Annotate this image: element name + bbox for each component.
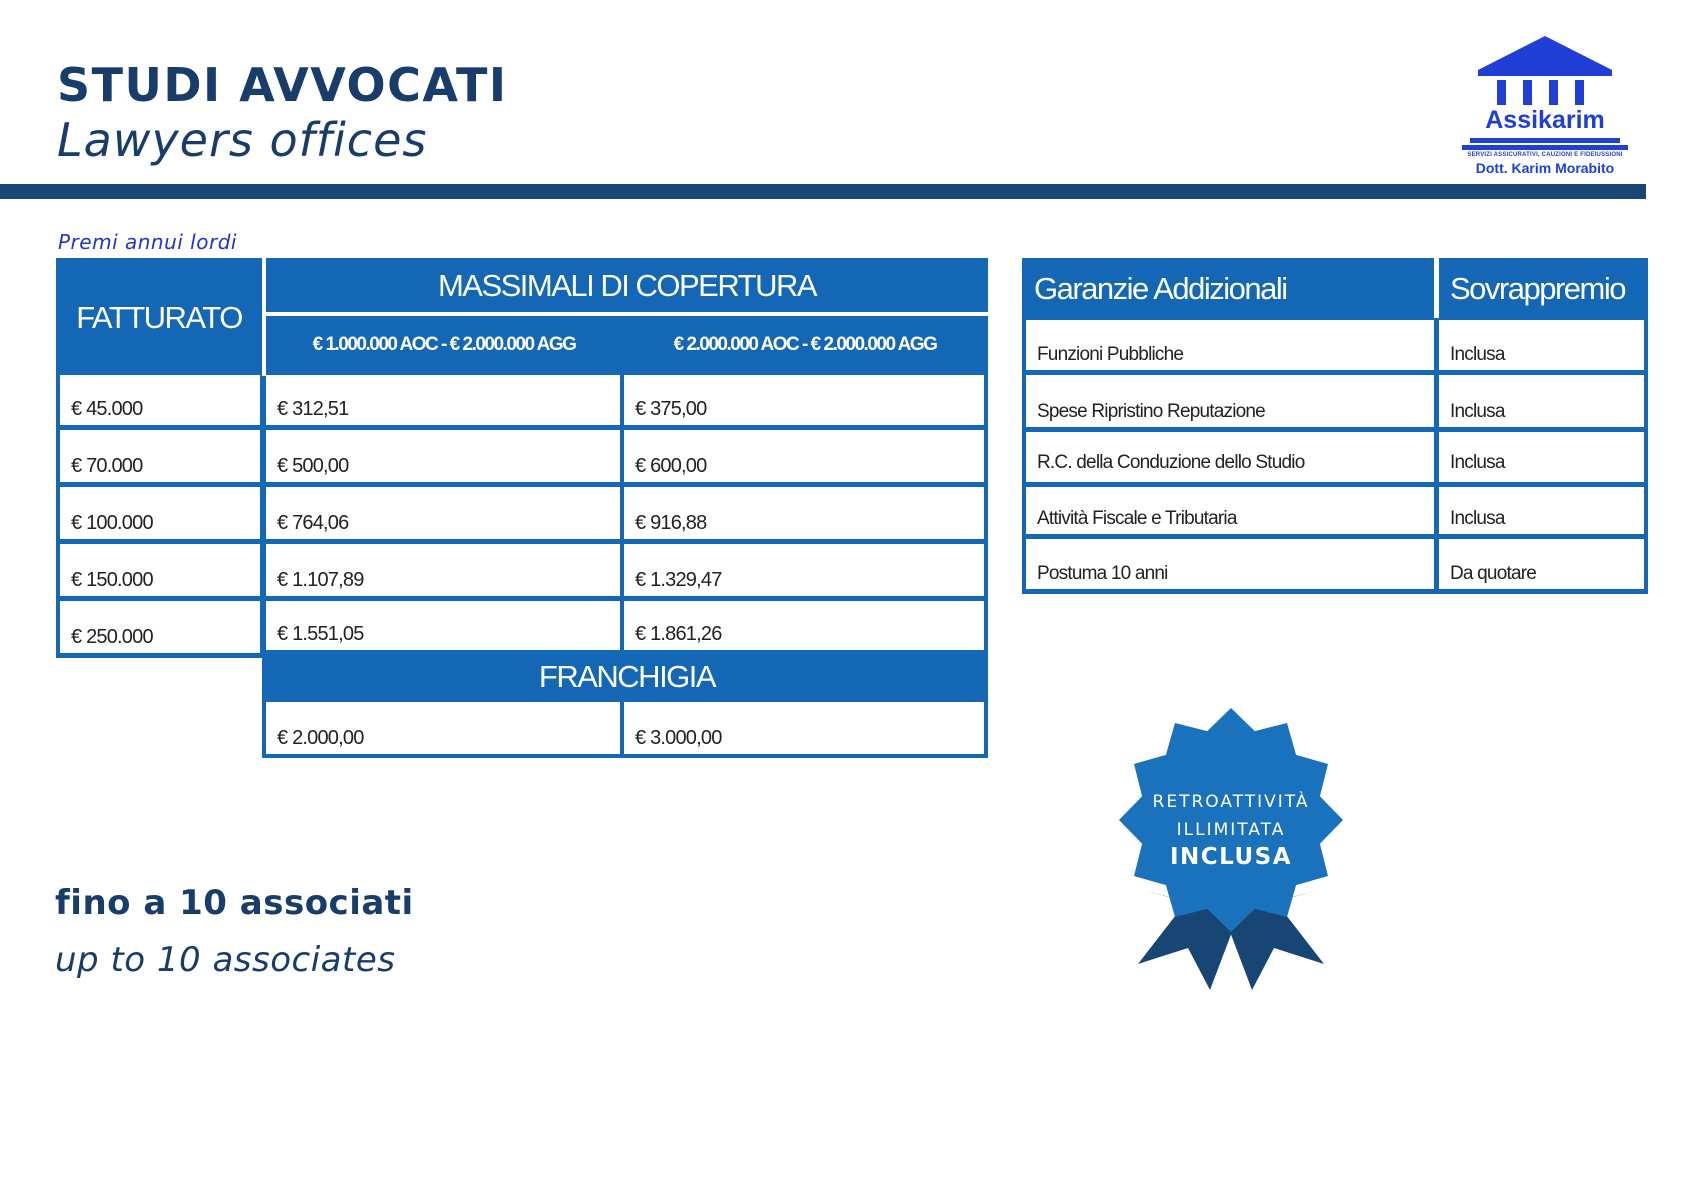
table-cell-fatturato: € 45.000 (60, 375, 260, 425)
guarantee-value: Inclusa (1439, 320, 1644, 370)
table-cell-premium-b: € 375,00 (624, 375, 984, 425)
associates-limit-en: up to 10 associates (55, 940, 396, 980)
table-cell-premium-b: € 916,88 (624, 487, 984, 539)
col-header-massimali: MASSIMALI DI COPERTURA (437, 268, 817, 303)
table-cell-premium-a: € 764,06 (266, 487, 620, 539)
table-cell-fatturato: € 100.000 (60, 487, 260, 539)
table-cell-premium-b: € 600,00 (624, 430, 984, 482)
guarantees-header-divider (1434, 258, 1439, 318)
guarantee-value: Da quotare (1439, 539, 1644, 589)
premium-note: Premi annui lordi (58, 230, 237, 254)
company-logo (1440, 34, 1650, 184)
guarantee-name: Funzioni Pubbliche (1026, 320, 1434, 370)
building-icon (1440, 34, 1650, 114)
col-header-massimale-b: € 2.000.000 AOC - € 2.000.000 AGG (673, 334, 937, 355)
logo-owner: Dott. Karim Morabito (1475, 160, 1615, 176)
header-divider (0, 184, 1646, 199)
guarantee-name: R.C. della Conduzione dello Studio (1026, 432, 1434, 482)
col-header-fatturato: FATTURATO (76, 300, 242, 335)
col-header-sovrappremio: Sovrappremio (1450, 271, 1625, 306)
badge-line2: ILLIMITATA (1176, 820, 1286, 840)
col-header-garanzie: Garanzie Addizionali (1034, 271, 1287, 306)
badge-line1: RETROATTIVITÀ (1152, 792, 1310, 812)
logo-name: Assikarim (1485, 106, 1605, 134)
table-cell-fatturato: € 250.000 (60, 601, 260, 653)
table-cell-fatturato: € 70.000 (60, 430, 260, 482)
table-cell-premium-a: € 312,51 (266, 375, 620, 425)
guarantee-name: Attività Fiscale e Tributaria (1026, 487, 1434, 534)
table-cell-premium-b: € 1.861,26 (624, 601, 984, 650)
badge-line3: INCLUSA (1169, 844, 1293, 870)
logo-tagline: SERVIZI ASSICURATIVI, CAUZIONI E FIDEIUSSIONI (1467, 152, 1623, 158)
header-divider-horizontal (266, 312, 988, 316)
guarantee-value: Inclusa (1439, 432, 1644, 482)
retroactivity-badge (1118, 702, 1344, 992)
franchigia-cell-b: € 3.000,00 (624, 702, 984, 754)
guarantee-name: Spese Ripristino Reputazione (1026, 375, 1434, 427)
guarantee-value: Inclusa (1439, 375, 1644, 427)
page-title: STUDI AVVOCATI (57, 58, 508, 112)
franchigia-cell-a: € 2.000,00 (266, 702, 620, 754)
associates-limit: fino a 10 associati (55, 883, 414, 923)
guarantee-name: Postuma 10 anni (1026, 539, 1434, 589)
table-cell-fatturato: € 150.000 (60, 544, 260, 596)
col-header-massimale-a: € 1.000.000 AOC - € 2.000.000 AGG (312, 334, 576, 355)
page-subtitle: Lawyers offices (57, 113, 428, 167)
franchigia-header: FRANCHIGIA (538, 659, 716, 694)
table-cell-premium-b: € 1.329,47 (624, 544, 984, 596)
table-cell-premium-a: € 500,00 (266, 430, 620, 482)
guarantee-value: Inclusa (1439, 487, 1644, 534)
table-cell-premium-a: € 1.107,89 (266, 544, 620, 596)
table-cell-premium-a: € 1.551,05 (266, 601, 620, 650)
